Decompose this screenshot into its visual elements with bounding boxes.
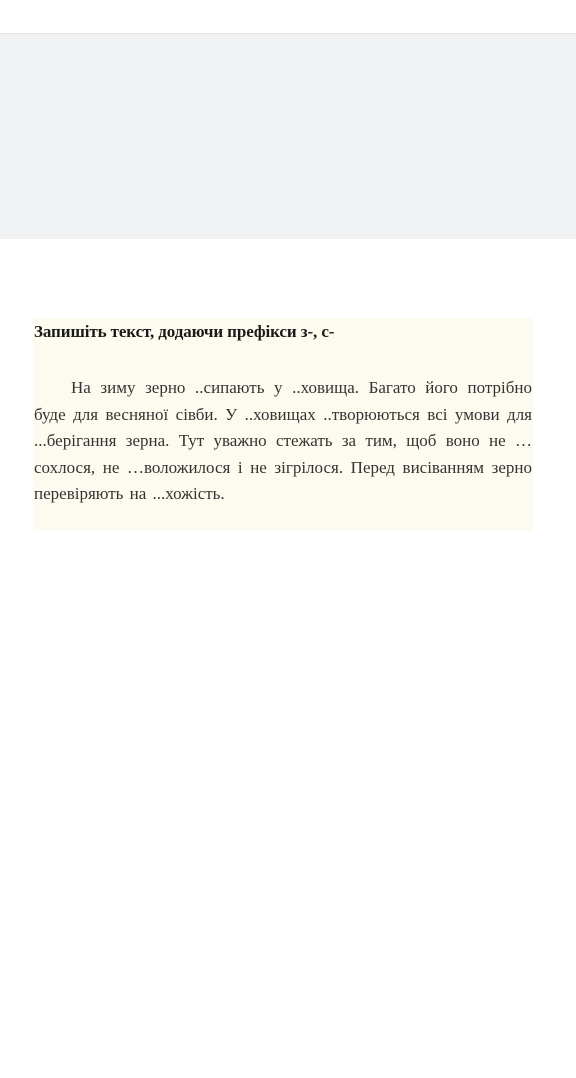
task-text: На зиму зерно ..сипають у ..ховища. Багато його потрібно буде для весняної сівби. У ..ховищах ..творюються всі умови для ...берігання зерна. Тут уважно стежать за тим, щоб воно не …сохлося, не …воложилося і не зігрілося. Перед висіванням зерно перевіряють на ...хожість. [34,378,532,503]
task-title: Запишіть текст, додаючи префікси з-, с- [34,322,335,341]
task-card [33,318,533,531]
banner-placeholder [0,34,576,239]
top-bar [0,0,576,34]
